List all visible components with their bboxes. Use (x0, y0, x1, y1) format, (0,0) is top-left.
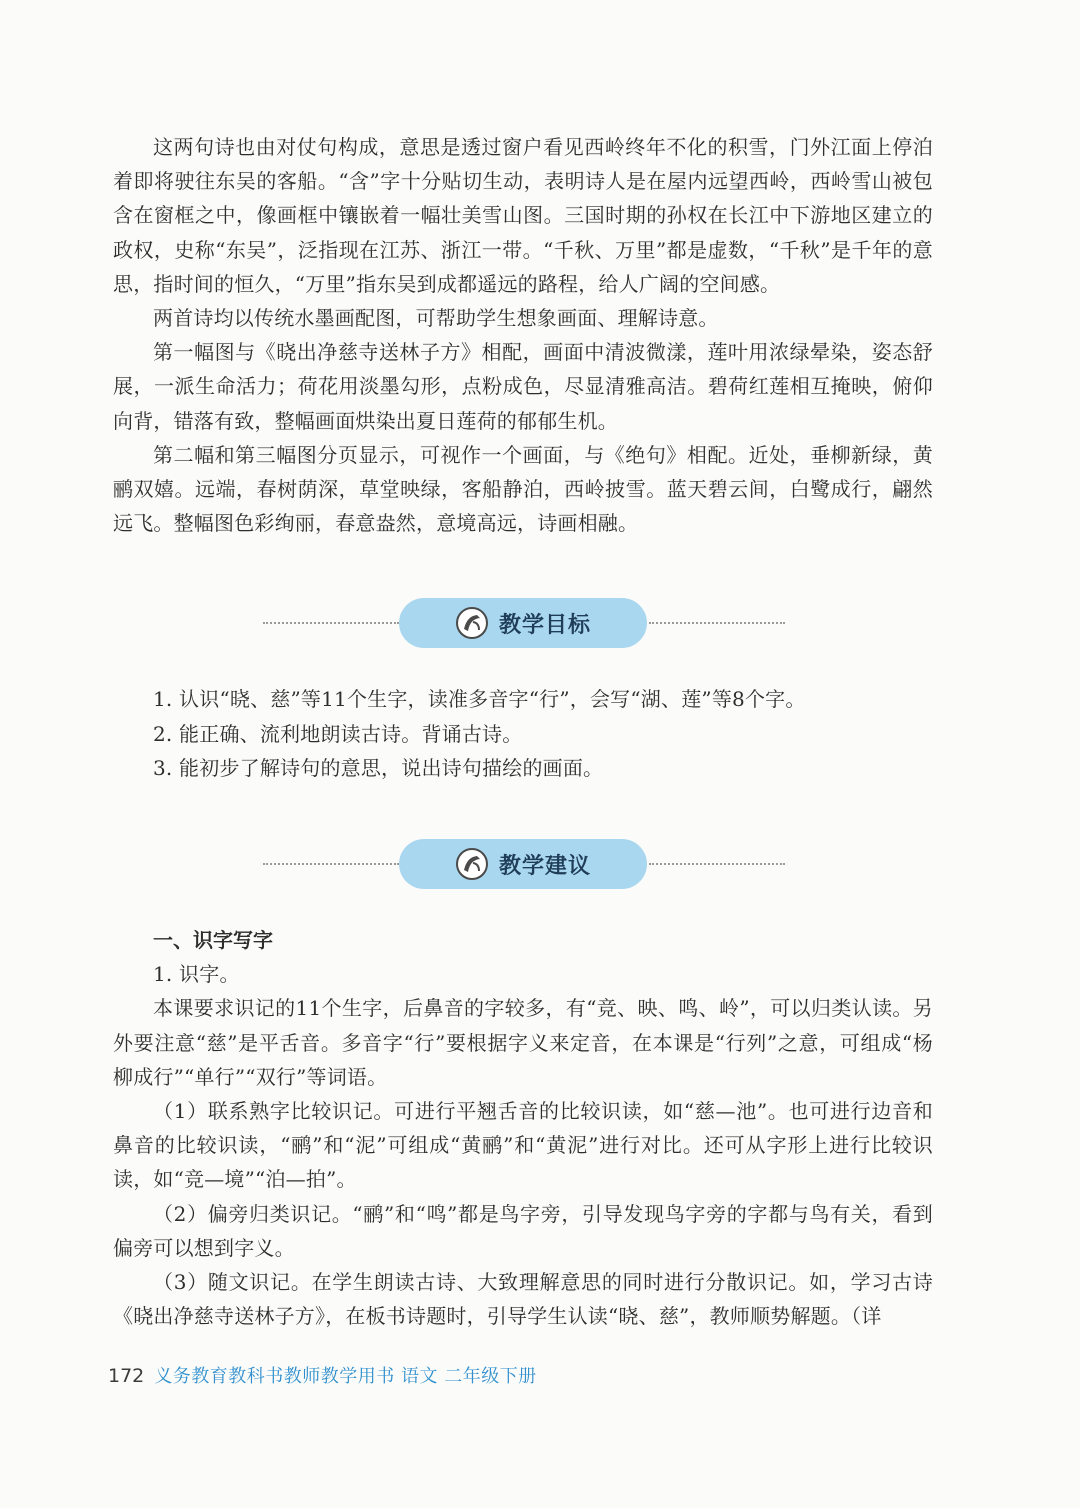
goals-list (113, 682, 933, 785)
section-pill (399, 598, 647, 648)
dotted-divider-left (263, 622, 399, 624)
advice-text (113, 923, 933, 1333)
dotted-divider-right (649, 622, 785, 624)
list-item: 1. 认识“晓、慈”等11个生字，读准多音字“行”，会写“湖、莲”等8个字。 (153, 687, 806, 712)
section-emblem-icon (455, 606, 489, 640)
subitem: 1. 识字。 (153, 962, 240, 987)
page-footer (108, 1362, 537, 1388)
paragraph: 两首诗均以传统水墨画配图，可帮助学生想象画面、理解诗意。 (153, 306, 719, 331)
paragraph: 这两句诗也由对仗句构成，意思是透过窗户看见西岭终年不化的积雪，门外江面上停泊着即将驶往东吴的客船。“含”字十分贴切生动，表明诗人是在屋内远望西岭，西岭雪山被包含在窗框之中，像画框中镶嵌着一幅壮美雪山图。三国时期的孙权在长江中下游地区建立的政权，史称“东吴”，泛指现在江苏、浙江一带。“千秋、万里”都是虚数，“千秋”是千年的意思，指时间的恒久，“万里”指东吴到成都遥远的路程，给人广阔的空间感。 (113, 135, 933, 296)
section-banner-goals (113, 598, 933, 648)
section-pill (399, 839, 647, 889)
book-title: 义务教育教科书教师教学用书 语文 二年级下册 (154, 1366, 537, 1387)
list-item: 2. 能正确、流利地朗读古诗。背诵古诗。 (153, 721, 523, 746)
page-content (113, 130, 933, 1333)
list-item: 3. 能初步了解诗句的意思，说出诗句描绘的画面。 (153, 755, 604, 780)
paragraph: （1）联系熟字比较识记。可进行平翘舌音的比较识读，如“慈—池”。也可进行边音和鼻音的比较识读，“鹂”和“泥”可组成“黄鹂”和“黄泥”进行对比。还可从字形上进行比较识读，如“竞—境”“泊—拍”。 (113, 1099, 933, 1192)
intro-text (113, 130, 933, 540)
paragraph: （2）偏旁归类识记。“鹂”和“鸣”都是鸟字旁，引导发现鸟字旁的字都与鸟有关，看到偏旁可以想到字义。 (113, 1201, 933, 1260)
paragraph: 本课要求识记的11个生字，后鼻音的字较多，有“竞、映、鸣、岭”，可以归类认读。另外要注意“慈”是平舌音。多音字“行”要根据字义来定音，在本课是“行列”之意，可组成“杨柳成行”“单行”“双行”等词语。 (113, 996, 933, 1089)
section-banner-advice (113, 839, 933, 889)
dotted-divider-left (263, 863, 399, 865)
section-emblem-icon (455, 847, 489, 881)
section-title: 教学建议 (498, 853, 591, 879)
dotted-divider-right (649, 863, 785, 865)
section-title: 教学目标 (498, 612, 591, 638)
subheading: 一、识字写字 (153, 928, 273, 953)
page-number: 172 (108, 1365, 145, 1387)
paragraph: 第一幅图与《晓出净慈寺送林子方》相配，画面中清波微漾，莲叶用浓绿晕染，姿态舒展，一派生命活力；荷花用淡墨勾形，点粉成色，尽显清雅高洁。碧荷红莲相互掩映，俯仰向背，错落有致，整幅画面烘染出夏日莲荷的郁郁生机。 (113, 340, 933, 433)
paragraph: 第二幅和第三幅图分页显示，可视作一个画面，与《绝句》相配。近处，垂柳新绿，黄鹂双嬉。远端，春树荫深，草堂映绿，客船静泊，西岭披雪。蓝天碧云间，白鹭成行，翩然远飞。整幅图色彩绚丽，春意盎然，意境高远，诗画相融。 (113, 442, 933, 536)
paragraph: （3）随文识记。在学生朗读古诗、大致理解意思的同时进行分散识记。如，学习古诗《晓出净慈寺送林子方》，在板书诗题时，引导学生认读“晓、慈”，教师顺势解题。（详 (113, 1270, 933, 1329)
